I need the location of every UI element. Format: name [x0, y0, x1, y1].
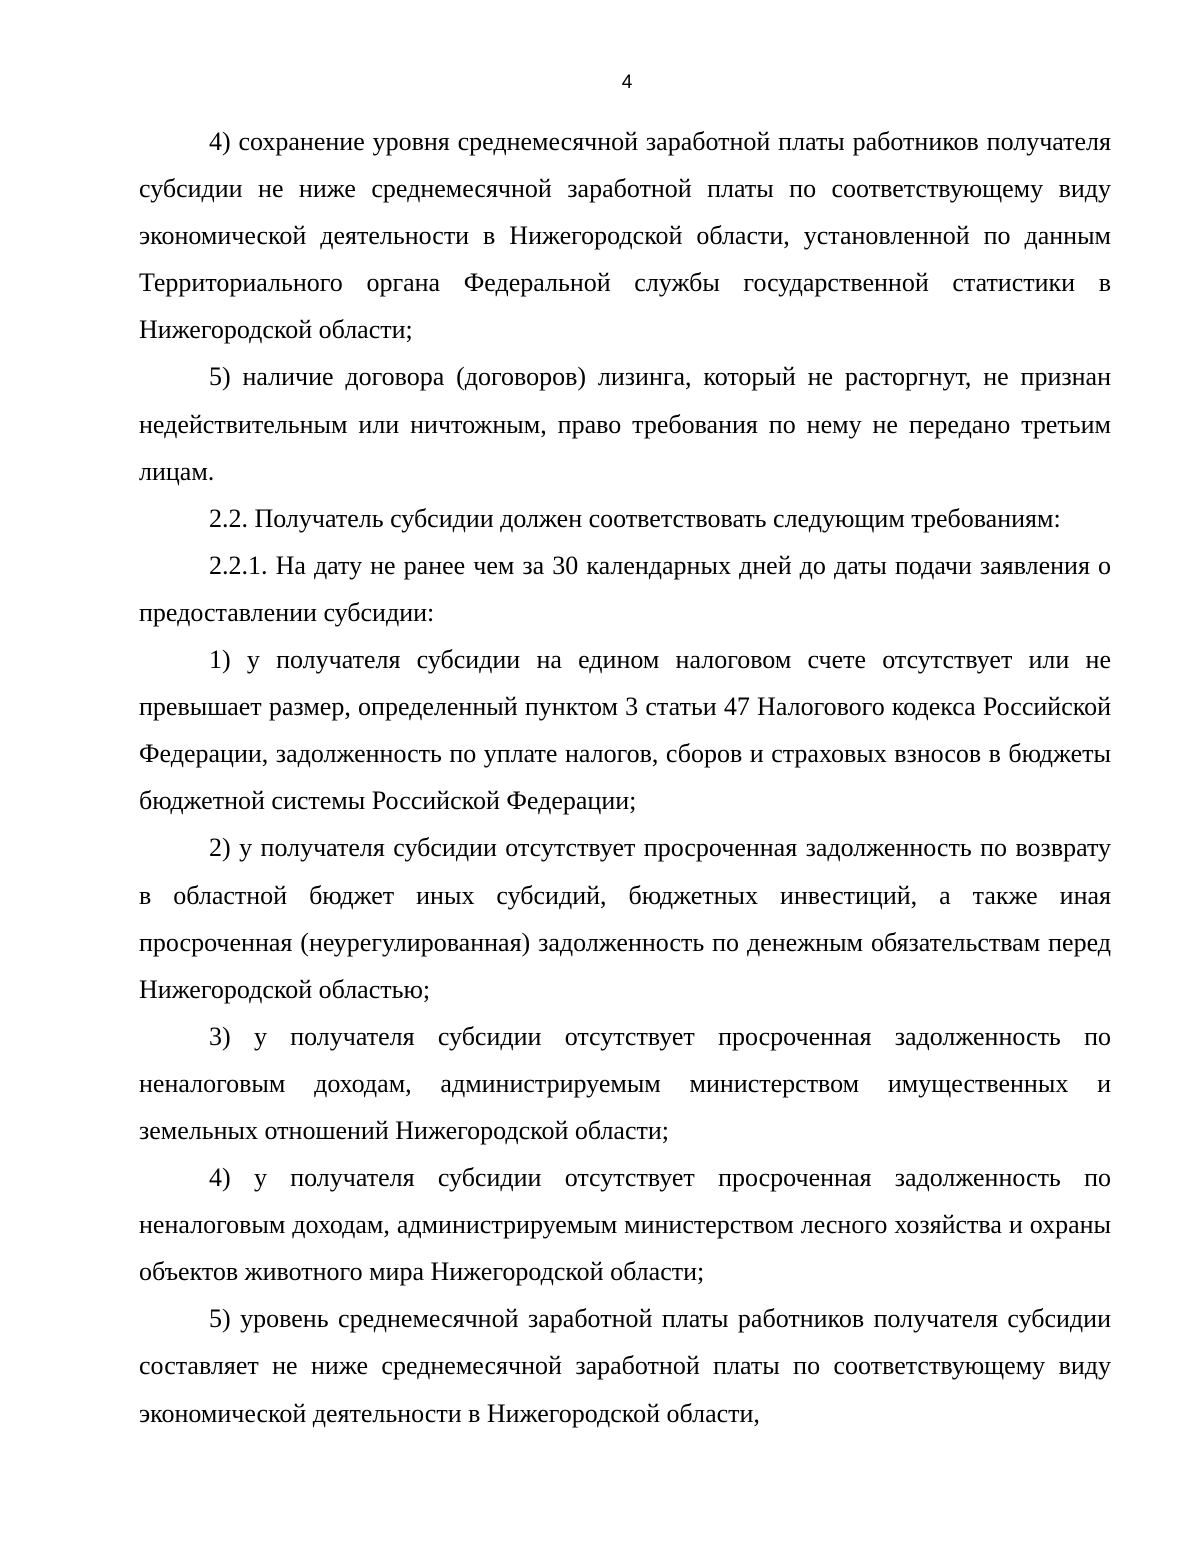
paragraph-item-4: 4) сохранение уровня среднемесячной заработной платы работников получателя субсидии не ниже среднемесячной заработной платы по соответствующему виду экономической деятельности в Нижегородской области, установленной по данным Территориального органа Федеральной службы государственной статистики в Нижегородской области; — [139, 127, 1111, 345]
paragraph-requirement-5: 5) уровень среднемесячной заработной платы работников получателя субсидии составляет не ниже среднемесячной заработной платы по соответствующему виду экономической деятельности в Нижегородской области, — [139, 1304, 1111, 1428]
paragraph-requirement-2: 2) у получателя субсидии отсутствует просроченная задолженность по возврату в областной бюджет иных субсидий, бюджетных инвестиций, а также иная просроченная (неурегулированная) задолженность по денежным обязательствам перед Нижегородской областью; — [139, 833, 1111, 1004]
paragraph-section-2-2-1: 2.2.1. На дату не ранее чем за 30 календарных дней до даты подачи заявления о предоставлении субсидии: — [139, 550, 1111, 627]
paragraph-requirement-4: 4) у получателя субсидии отсутствует просроченная задолженность по неналоговым доходам, администрируемым министерством лесного хозяйства и охраны объектов животного мира Нижегородской области; — [139, 1163, 1111, 1287]
paragraph-item-5: 5) наличие договора (договоров) лизинга, который не расторгнут, не признан недействительным или ничтожным, право требования по нему не передано третьим лицам. — [139, 362, 1111, 486]
paragraph-requirement-1: 1) у получателя субсидии на едином налоговом счете отсутствует или не превышает размер, определенный пунктом 3 статьи 47 Налогового кодекса Российской Федерации, задолженность по уплате налогов, сборов и страховых взносов в бюджеты бюджетной системы Российской Федерации; — [139, 645, 1111, 816]
paragraph-requirement-3: 3) у получателя субсидии отсутствует просроченная задолженность по неналоговым доходам, администрируемым министерством имущественных и земельных отношений Нижегородской области; — [139, 1021, 1111, 1145]
paragraph-section-2-2: 2.2. Получатель субсидии должен соответствовать следующим требованиям: — [209, 503, 1061, 533]
page-number: 4 — [621, 72, 633, 93]
document-body — [139, 118, 1111, 1437]
